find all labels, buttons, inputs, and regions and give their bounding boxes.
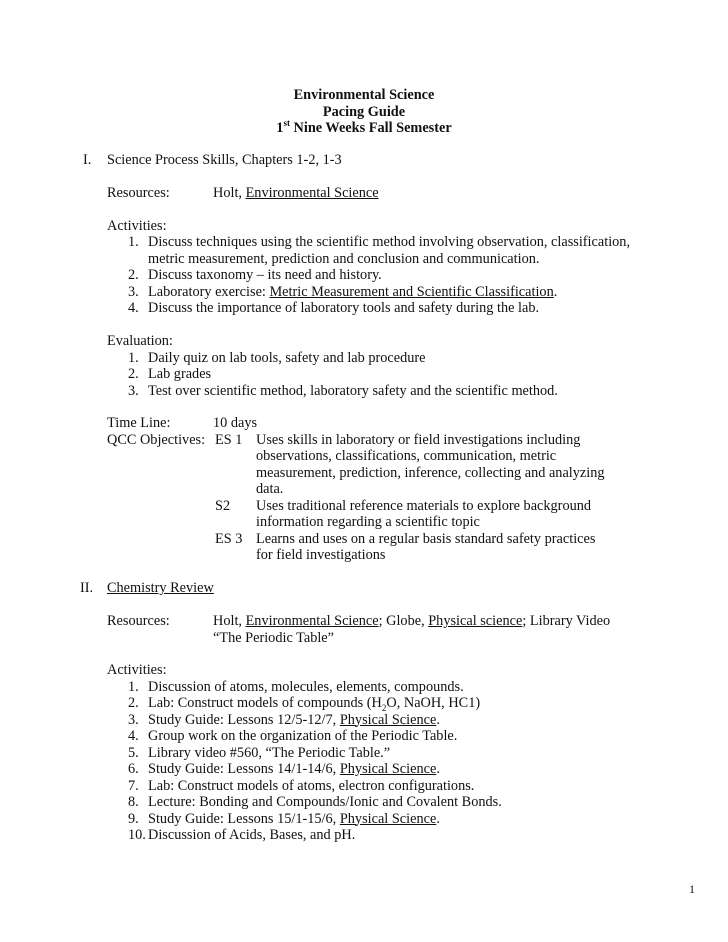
item-text-end: . bbox=[436, 711, 440, 728]
list-item bbox=[128, 300, 539, 317]
list-item bbox=[128, 695, 480, 712]
item-text-end: . bbox=[436, 810, 440, 827]
resources-label: Resources: bbox=[107, 613, 170, 629]
section-2-numeral: II. bbox=[80, 580, 94, 596]
term-text: Nine Weeks Fall Semester bbox=[289, 120, 452, 136]
item-text: Lecture: Bonding and Compounds/Ionic and Covalent Bonds. bbox=[148, 794, 502, 810]
resources-label: Resources: bbox=[107, 185, 170, 201]
item-text: Study Guide: Lessons 12/5-12/7, bbox=[148, 711, 340, 728]
item-number: 5. bbox=[128, 744, 139, 761]
term-number: 1 bbox=[276, 120, 284, 136]
item-number: 2. bbox=[128, 695, 139, 711]
activities-label: Activities: bbox=[107, 662, 167, 678]
list-item bbox=[128, 267, 382, 284]
item-number: 7. bbox=[128, 777, 139, 794]
resources-continuation: “The Periodic Table” bbox=[213, 629, 334, 646]
qcc-code: ES 1 bbox=[215, 431, 243, 448]
timeline-label: Time Line: bbox=[107, 415, 171, 431]
section-2-heading: Chemistry Review bbox=[107, 580, 214, 596]
resource-text: ; Globe, bbox=[378, 613, 429, 629]
subscript: 2 bbox=[381, 702, 387, 713]
item-text: Discuss techniques using the scientific method involving observation, classification, bbox=[148, 234, 631, 250]
item-number: 8. bbox=[128, 794, 139, 810]
publisher: Holt, bbox=[213, 185, 246, 201]
list-item bbox=[128, 383, 558, 400]
timeline-value: 10 days bbox=[213, 415, 258, 431]
item-text: Study Guide: Lessons 14/1-14/6, bbox=[148, 761, 340, 777]
item-text: Discuss the importance of laboratory tools and safety during the lab. bbox=[148, 300, 540, 316]
resources-value bbox=[213, 613, 610, 630]
resources-value bbox=[213, 185, 379, 202]
book-title: Environmental Science bbox=[245, 185, 379, 201]
activities-label: Activities: bbox=[107, 218, 167, 234]
item-number: 4. bbox=[128, 728, 139, 744]
qcc-text: for field investigations bbox=[256, 547, 386, 563]
item-number: 2. bbox=[128, 267, 139, 283]
section-1-heading: Science Process Skills, Chapters 1-2, 1-3 bbox=[107, 152, 342, 168]
item-text: Discussion of atoms, molecules, elements, compounds. bbox=[148, 678, 464, 695]
item-text: Lab grades bbox=[148, 366, 212, 382]
list-item bbox=[128, 728, 457, 745]
book-title: Physical Science bbox=[339, 810, 437, 827]
item-number: 1. bbox=[128, 234, 139, 250]
doc-title: Environmental Science bbox=[293, 87, 435, 103]
item-text-end: O, NaOH, HC1) bbox=[386, 695, 481, 711]
item-text: Test over scientific method, laboratory safety and the scientific method. bbox=[148, 382, 558, 399]
item-number: 3. bbox=[128, 711, 139, 728]
list-item bbox=[128, 679, 464, 696]
item-text-end: . bbox=[436, 761, 440, 777]
book-title: Physical Science bbox=[339, 761, 437, 777]
resource-text: ; Library Video bbox=[522, 613, 611, 629]
qcc-text: measurement, prediction, inference, collecting and analyzing bbox=[256, 464, 605, 481]
item-number: 3. bbox=[128, 382, 139, 399]
list-item bbox=[128, 284, 557, 301]
item-text: Discussion of Acids, Bases, and pH. bbox=[148, 827, 356, 843]
qcc-label: QCC Objectives: bbox=[107, 431, 206, 448]
list-item bbox=[128, 350, 426, 367]
qcc-text: observations, classifications, communication, metric bbox=[256, 448, 557, 464]
list-item bbox=[128, 712, 440, 729]
qcc-code: S2 bbox=[215, 497, 231, 514]
list-item bbox=[128, 761, 440, 778]
item-number: 3. bbox=[128, 283, 139, 300]
list-item-continuation: metric measurement, prediction and conclusion and communication. bbox=[148, 250, 540, 267]
item-text: Group work on the organization of the Periodic Table. bbox=[148, 728, 458, 744]
list-item bbox=[128, 811, 440, 828]
exercise-title: Metric Measurement and Scientific Classification bbox=[269, 283, 554, 300]
item-number: 1. bbox=[128, 678, 139, 695]
item-text-end: . bbox=[553, 283, 558, 300]
item-number: 2. bbox=[128, 366, 139, 382]
item-number: 9. bbox=[128, 810, 139, 827]
item-text: Laboratory exercise: bbox=[148, 283, 270, 300]
evaluation-label: Evaluation: bbox=[107, 333, 173, 349]
section-1-numeral: I. bbox=[83, 152, 92, 168]
list-item bbox=[128, 794, 502, 811]
list-item bbox=[128, 234, 630, 251]
page-number: 1 bbox=[689, 882, 695, 896]
item-number: 10. bbox=[128, 827, 146, 843]
book-title: Physical Science bbox=[339, 711, 437, 728]
item-text: Study Guide: Lessons 15/1-15/6, bbox=[148, 810, 340, 827]
qcc-text: Uses skills in laboratory or field investigations including bbox=[256, 431, 581, 448]
item-text: Library video #560, “The Periodic Table.” bbox=[148, 744, 391, 761]
list-item bbox=[128, 827, 355, 844]
item-text: Lab: Construct models of compounds (H bbox=[148, 695, 382, 711]
qcc-text: information regarding a scientific topic bbox=[256, 514, 480, 530]
list-item bbox=[128, 366, 211, 383]
list-item bbox=[128, 745, 390, 762]
term-suffix: st bbox=[283, 118, 290, 129]
item-text: Lab: Construct models of atoms, electron configurations. bbox=[148, 777, 475, 794]
doc-subtitle: Pacing Guide bbox=[322, 103, 406, 120]
qcc-text: Uses traditional reference materials to explore background bbox=[256, 497, 592, 514]
item-number: 1. bbox=[128, 349, 139, 366]
qcc-text: data. bbox=[256, 481, 284, 497]
book-title: Environmental Science bbox=[245, 613, 379, 629]
item-number: 4. bbox=[128, 300, 139, 316]
publisher: Holt, bbox=[213, 613, 246, 629]
item-text: Discuss taxonomy – its need and history. bbox=[148, 267, 382, 283]
item-number: 6. bbox=[128, 761, 139, 777]
book-title: Physical science bbox=[428, 613, 523, 629]
qcc-code: ES 3 bbox=[215, 530, 243, 547]
item-text: Daily quiz on lab tools, safety and lab procedure bbox=[148, 349, 426, 366]
doc-term bbox=[0, 120, 728, 137]
qcc-text: Learns and uses on a regular basis standard safety practices bbox=[256, 530, 596, 547]
list-item bbox=[128, 778, 474, 795]
